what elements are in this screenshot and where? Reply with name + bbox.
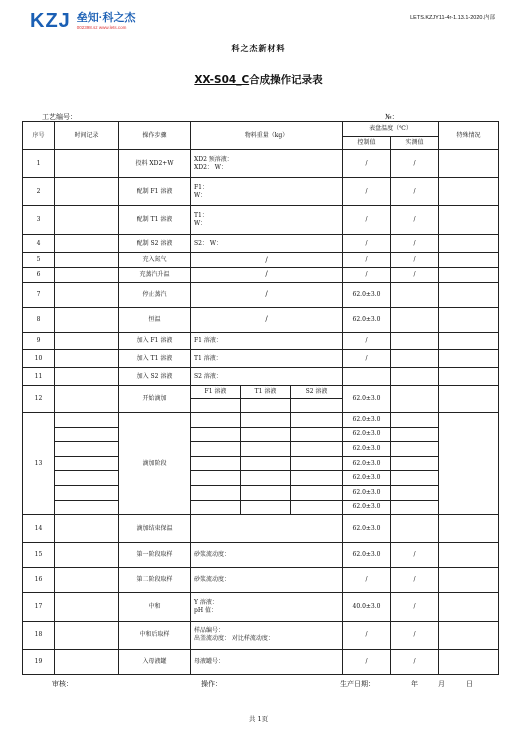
material-cell	[191, 593, 343, 621]
row-step: 配制 T1 溶液	[119, 206, 191, 234]
special-input[interactable]	[439, 593, 499, 621]
time-input[interactable]	[55, 234, 119, 253]
special-input[interactable]	[439, 206, 499, 234]
row-step: 中和后取样	[119, 621, 191, 649]
dosing-input[interactable]	[291, 485, 343, 500]
dosing-input[interactable]	[191, 442, 241, 457]
measured-input[interactable]	[391, 412, 439, 427]
logo-mark: KZJ	[30, 10, 71, 32]
time-input[interactable]	[55, 206, 119, 234]
material-line: F1：	[194, 184, 208, 192]
time-input[interactable]	[55, 267, 119, 282]
time-input[interactable]	[55, 442, 119, 457]
table-row	[23, 515, 499, 543]
row-step: 加入 T1 溶液	[119, 350, 191, 368]
special-input[interactable]	[439, 253, 499, 268]
row-seq: 10	[23, 350, 55, 368]
row-step: 滴加结束保温	[119, 515, 191, 543]
time-input[interactable]	[55, 178, 119, 206]
month-label: 月	[438, 680, 445, 688]
row-seq: 6	[23, 267, 55, 282]
dosing-input[interactable]	[291, 456, 343, 471]
row-seq: 8	[23, 307, 55, 332]
material-cell	[191, 150, 343, 178]
measured-input[interactable]	[391, 500, 439, 515]
measured-input[interactable]	[391, 350, 439, 368]
table-row	[23, 150, 499, 178]
measured-input[interactable]: /	[391, 234, 439, 253]
dosing-input[interactable]	[241, 485, 291, 500]
time-input[interactable]	[55, 253, 119, 268]
material-line: T1 溶液：	[194, 354, 222, 362]
row-step: 开始滴加	[119, 385, 191, 412]
header-material: 物料重量（kg）	[191, 122, 343, 150]
row-step: 配制 S2 溶液	[119, 234, 191, 253]
material-cell	[191, 234, 343, 253]
dosing-input[interactable]	[191, 500, 241, 515]
dosing-input[interactable]	[191, 412, 241, 427]
table-row	[23, 385, 499, 399]
row-seq: 11	[23, 368, 55, 386]
dosing-input[interactable]	[191, 399, 241, 413]
row-step: 加入 S2 溶液	[119, 368, 191, 386]
material-line: 砂浆流动度：	[194, 551, 231, 559]
special-input[interactable]	[439, 307, 499, 332]
time-input[interactable]	[55, 456, 119, 471]
material-cell	[191, 543, 343, 568]
table-row	[23, 456, 499, 471]
special-input[interactable]	[439, 543, 499, 568]
record-table	[22, 121, 499, 675]
table-row	[23, 267, 499, 282]
material-cell	[191, 178, 343, 206]
row-step: 中和	[119, 593, 191, 621]
time-input[interactable]	[55, 385, 119, 412]
table-row	[23, 621, 499, 649]
row-seq: 13	[23, 412, 55, 514]
measured-input[interactable]: /	[391, 543, 439, 568]
material-cell: /	[191, 253, 343, 268]
measured-input[interactable]	[391, 385, 439, 412]
control-value: 62.0±3.0	[343, 471, 391, 486]
control-value: 62.0±3.0	[343, 485, 391, 500]
measured-input[interactable]: /	[391, 568, 439, 593]
company-name: 科之杰新材料	[231, 43, 286, 53]
row-step: 第一阶段取样	[119, 543, 191, 568]
row-step: 停止蒸汽	[119, 282, 191, 307]
page-number: 共 1页	[248, 715, 269, 723]
special-input[interactable]	[439, 350, 499, 368]
title-text: 合成操作记录表	[249, 74, 323, 86]
row-seq: 7	[23, 282, 55, 307]
dosing-input[interactable]	[191, 456, 241, 471]
measured-input[interactable]	[391, 368, 439, 386]
measured-input[interactable]	[391, 442, 439, 457]
dosing-input[interactable]	[191, 485, 241, 500]
time-input[interactable]	[55, 543, 119, 568]
time-input[interactable]	[55, 332, 119, 350]
measured-input[interactable]: /	[391, 267, 439, 282]
header-temperature: 表盘温度（℃）	[343, 122, 439, 137]
row-seq: 1	[23, 150, 55, 178]
dosing-input[interactable]	[291, 500, 343, 515]
dosing-input[interactable]	[241, 427, 291, 442]
material-cell	[191, 515, 343, 543]
table-row	[23, 412, 499, 427]
table-row	[23, 332, 499, 350]
measured-input[interactable]: /	[391, 649, 439, 674]
measured-input[interactable]	[391, 471, 439, 486]
control-value: /	[343, 621, 391, 649]
dosing-column-header: T1 溶液	[241, 385, 291, 399]
document-number: LETS.KZJY11-4r-1.13.1-2020.内部	[410, 15, 495, 21]
table-row	[23, 442, 499, 457]
time-input[interactable]	[55, 568, 119, 593]
special-input[interactable]	[439, 234, 499, 253]
header-time: 时间记录	[55, 122, 119, 150]
measured-input[interactable]: /	[391, 150, 439, 178]
control-value: /	[343, 206, 391, 234]
measured-input[interactable]	[391, 485, 439, 500]
table-row	[23, 485, 499, 500]
control-value: 40.0±3.0	[343, 593, 391, 621]
title-code: XX-S04_C	[194, 74, 250, 86]
measured-input[interactable]	[391, 332, 439, 350]
row-step: 滴加阶段	[119, 412, 191, 514]
dosing-input[interactable]	[291, 412, 343, 427]
measured-input[interactable]: /	[391, 253, 439, 268]
header-step: 操作步骤	[119, 122, 191, 150]
measured-input[interactable]	[391, 456, 439, 471]
control-value: /	[343, 350, 391, 368]
row-step: 第二阶段取样	[119, 568, 191, 593]
header-seq: 序号	[23, 122, 55, 150]
time-input[interactable]	[55, 621, 119, 649]
time-input[interactable]	[55, 649, 119, 674]
time-input[interactable]	[55, 307, 119, 332]
row-seq: 4	[23, 234, 55, 253]
process-number-label: 工艺编号：	[42, 113, 77, 121]
row-step: 恒温	[119, 307, 191, 332]
material-line: S2： W：	[194, 239, 223, 247]
material-line: T1：	[194, 212, 208, 220]
measured-input[interactable]: /	[391, 621, 439, 649]
dosing-input[interactable]	[291, 399, 343, 413]
material-line: 砂浆流动度：	[194, 576, 231, 584]
row-step: 投料 XD2+W	[119, 150, 191, 178]
time-input[interactable]	[55, 412, 119, 427]
control-value: 62.0±3.0	[343, 500, 391, 515]
table-row	[23, 500, 499, 515]
control-value	[343, 368, 391, 386]
measured-input[interactable]: /	[391, 178, 439, 206]
header-special: 特殊情况	[439, 122, 499, 150]
time-input[interactable]	[55, 282, 119, 307]
control-value: 62.0±3.0	[343, 515, 391, 543]
material-cell	[191, 332, 343, 350]
dosing-column-header: S2 溶液	[291, 385, 343, 399]
special-input[interactable]	[439, 282, 499, 307]
control-value: 62.0±3.0	[343, 427, 391, 442]
time-input[interactable]	[55, 593, 119, 621]
control-value: 62.0±3.0	[343, 456, 391, 471]
special-input[interactable]	[439, 412, 499, 514]
header-control: 控制值	[343, 136, 391, 150]
row-seq: 15	[23, 543, 55, 568]
table-row	[23, 368, 499, 386]
table-row	[23, 649, 499, 674]
dosing-input[interactable]	[291, 427, 343, 442]
dosing-input[interactable]	[191, 471, 241, 486]
row-seq: 9	[23, 332, 55, 350]
dosing-input[interactable]	[241, 500, 291, 515]
material-cell	[191, 368, 343, 386]
table-row	[23, 568, 499, 593]
material-line: F1 溶液：	[194, 337, 222, 345]
material-line: 出釜流动度： 对比样流动度：	[194, 635, 274, 643]
time-input[interactable]	[55, 150, 119, 178]
material-line: XD2： W：	[194, 163, 227, 171]
row-seq: 3	[23, 206, 55, 234]
table-row	[23, 307, 499, 332]
table-row	[23, 543, 499, 568]
material-line: XD2 预溶液：	[194, 155, 233, 163]
time-input[interactable]	[55, 471, 119, 486]
measured-input[interactable]	[391, 427, 439, 442]
time-input[interactable]	[55, 515, 119, 543]
material-line: W：	[194, 220, 207, 228]
row-seq: 17	[23, 593, 55, 621]
material-cell: /	[191, 282, 343, 307]
row-seq: 12	[23, 385, 55, 412]
table-row	[23, 178, 499, 206]
table-row	[23, 234, 499, 253]
special-input[interactable]	[439, 649, 499, 674]
time-input[interactable]	[55, 500, 119, 515]
company-logo	[30, 10, 135, 33]
dosing-input[interactable]	[291, 471, 343, 486]
measured-input[interactable]: /	[391, 593, 439, 621]
row-seq: 19	[23, 649, 55, 674]
control-value: 62.0±3.0	[343, 412, 391, 427]
row-step: 充入氮气	[119, 253, 191, 268]
year-label: 年	[411, 680, 418, 688]
row-seq: 16	[23, 568, 55, 593]
special-input[interactable]	[439, 385, 499, 412]
day-label: 日	[466, 680, 473, 688]
material-cell: /	[191, 307, 343, 332]
time-input[interactable]	[55, 368, 119, 386]
control-value: /	[343, 267, 391, 282]
logo-name: 垒知·科之杰	[76, 11, 136, 24]
control-value: /	[343, 178, 391, 206]
material-line: pH 值：	[194, 606, 217, 614]
time-input[interactable]	[55, 485, 119, 500]
material-cell	[191, 649, 343, 674]
control-value: 62.0±3.0	[343, 282, 391, 307]
table-row	[23, 206, 499, 234]
record-number-label: №：	[385, 113, 399, 121]
measured-input[interactable]	[391, 515, 439, 543]
measured-input[interactable]	[391, 282, 439, 307]
material-line: 母液罐号：	[194, 657, 225, 665]
control-value: 62.0±3.0	[343, 543, 391, 568]
control-value: /	[343, 332, 391, 350]
review-label: 审核：	[52, 680, 73, 688]
row-seq: 14	[23, 515, 55, 543]
measured-input[interactable]: /	[391, 206, 439, 234]
special-input[interactable]	[439, 515, 499, 543]
control-value: 62.0±3.0	[343, 307, 391, 332]
special-input[interactable]	[439, 150, 499, 178]
time-input[interactable]	[55, 427, 119, 442]
dosing-input[interactable]	[241, 456, 291, 471]
material-cell: /	[191, 267, 343, 282]
material-cell	[191, 568, 343, 593]
production-date-label: 生产日期：	[340, 680, 375, 688]
special-input[interactable]	[439, 621, 499, 649]
header-measured: 实测值	[391, 136, 439, 150]
table-row	[23, 350, 499, 368]
special-input[interactable]	[439, 368, 499, 386]
table-row	[23, 593, 499, 621]
table-row	[23, 471, 499, 486]
row-seq: 18	[23, 621, 55, 649]
dosing-input[interactable]	[241, 412, 291, 427]
time-input[interactable]	[55, 350, 119, 368]
table-row	[23, 253, 499, 268]
material-cell	[191, 206, 343, 234]
row-seq: 2	[23, 178, 55, 206]
control-value: /	[343, 234, 391, 253]
control-value: /	[343, 150, 391, 178]
measured-input[interactable]	[391, 307, 439, 332]
row-step: 充蒸汽升温	[119, 267, 191, 282]
row-step: 配制 F1 溶液	[119, 178, 191, 206]
logo-subtitle: 002398.sz www.lets.com	[76, 24, 127, 30]
control-value: 62.0±3.0	[343, 385, 391, 412]
material-cell	[191, 350, 343, 368]
material-line: Y 溶液：	[194, 599, 218, 607]
material-line: 样品编号：	[194, 627, 225, 635]
dosing-column-header: F1 溶液	[191, 385, 241, 399]
dosing-input[interactable]	[241, 399, 291, 413]
control-value: /	[343, 649, 391, 674]
dosing-input[interactable]	[191, 427, 241, 442]
special-input[interactable]	[439, 332, 499, 350]
page-title	[0, 72, 517, 87]
row-seq: 5	[23, 253, 55, 268]
material-cell	[191, 621, 343, 649]
dosing-input[interactable]	[241, 471, 291, 486]
special-input[interactable]	[439, 178, 499, 206]
material-line: S2 溶液：	[194, 372, 222, 380]
control-value: /	[343, 568, 391, 593]
row-step: 入母液罐	[119, 649, 191, 674]
row-step: 加入 F1 溶液	[119, 332, 191, 350]
table-row	[23, 427, 499, 442]
special-input[interactable]	[439, 267, 499, 282]
operator-label: 操作：	[201, 680, 222, 688]
dosing-input[interactable]	[241, 442, 291, 457]
header-row	[23, 122, 499, 137]
material-line: W：	[194, 191, 207, 199]
control-value: 62.0±3.0	[343, 442, 391, 457]
control-value: /	[343, 253, 391, 268]
table-row	[23, 282, 499, 307]
special-input[interactable]	[439, 568, 499, 593]
dosing-input[interactable]	[291, 442, 343, 457]
